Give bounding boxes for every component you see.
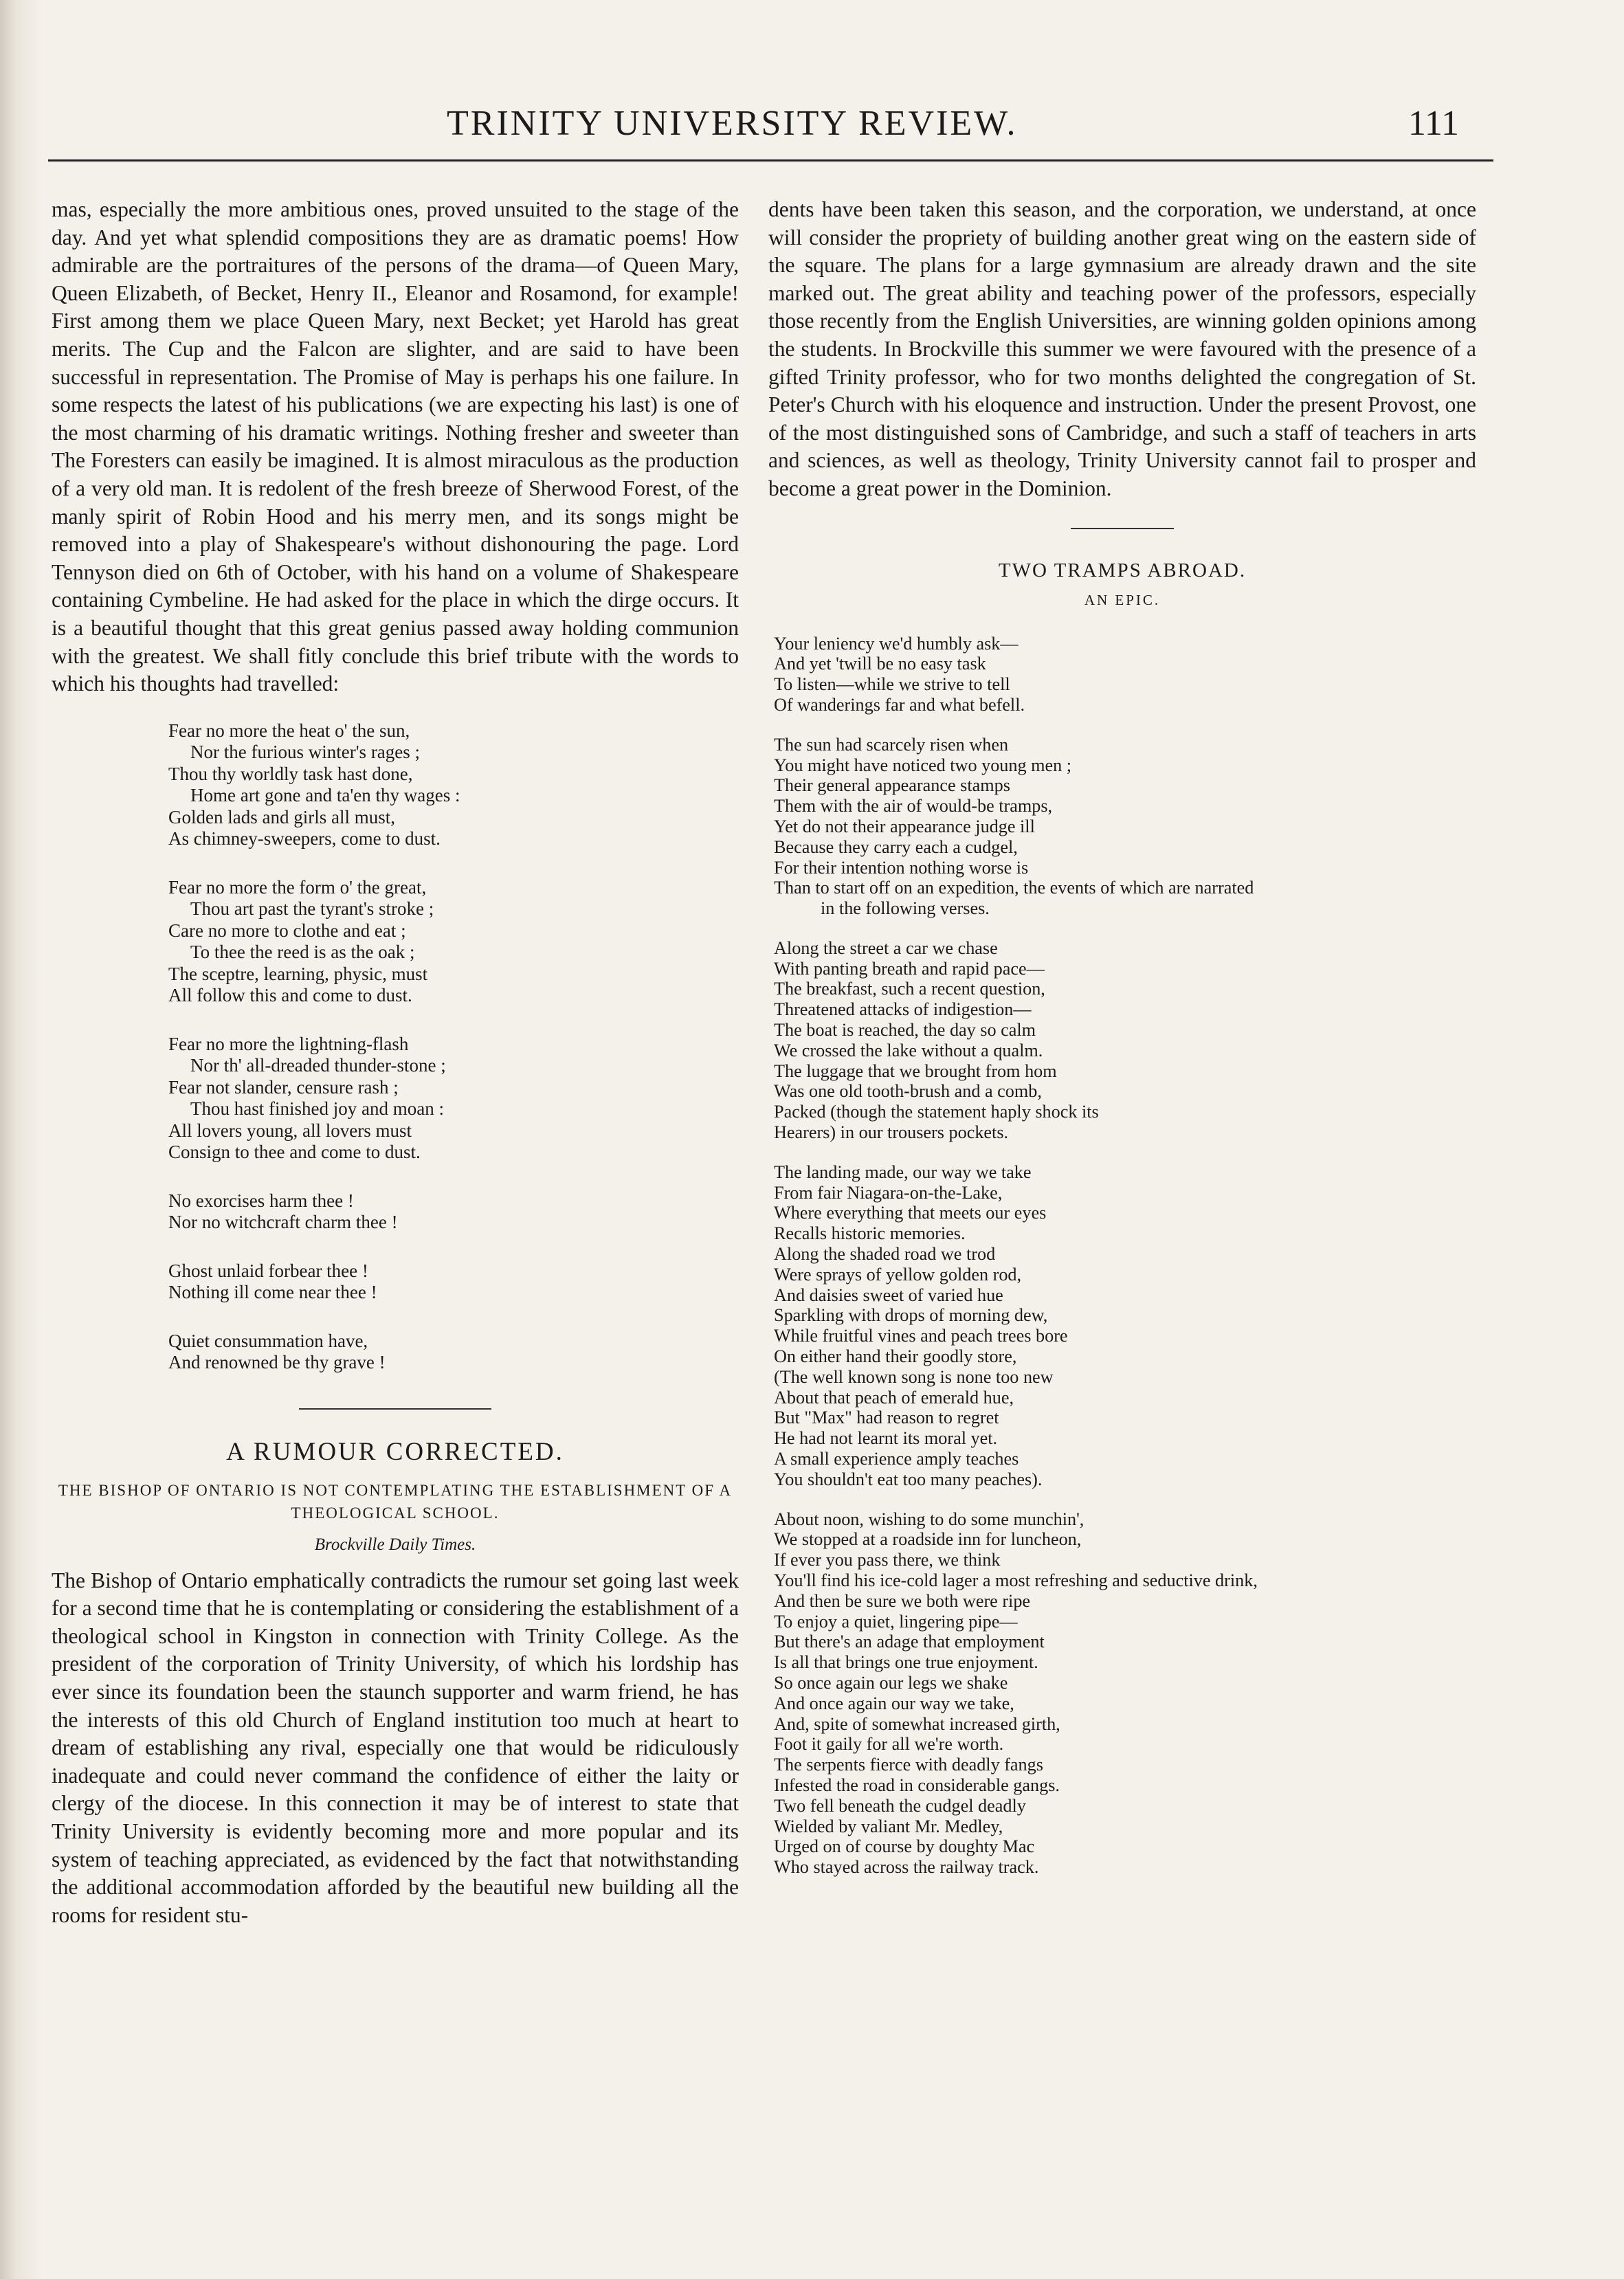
page-header bbox=[124, 103, 1487, 151]
poem-line: Threatened attacks of indigestion— bbox=[774, 999, 1032, 1020]
poem-line: Was one old tooth-brush and a comb, bbox=[774, 1081, 1042, 1102]
poem-line: Recalls historic memories. bbox=[774, 1223, 966, 1244]
poem-line: You'll find his ice-cold lager a most refreshing and seductive drink, bbox=[774, 1570, 1258, 1590]
epic-title: TWO TRAMPS ABROAD. bbox=[998, 559, 1247, 581]
poem-line: The landing made, our way we take bbox=[774, 1161, 1032, 1182]
dirge-stanza bbox=[168, 877, 739, 1007]
dirge-stanza bbox=[168, 1260, 739, 1304]
poem-line: Sparkling with drops of morning dew, bbox=[774, 1305, 1048, 1326]
cymbeline-dirge bbox=[168, 720, 739, 1374]
poem-line: Quiet consummation have, bbox=[168, 1330, 368, 1351]
poem-line: Where everything that meets our eyes bbox=[774, 1203, 1047, 1223]
poem-line: For their intention nothing worse is bbox=[774, 857, 1029, 878]
poem-line: And renowned be thy grave ! bbox=[168, 1352, 386, 1373]
poem-line: Care no more to clothe and eat ; bbox=[168, 920, 406, 941]
running-title: TRINITY UNIVERSITY REVIEW. bbox=[447, 104, 1018, 143]
poem-line: Consign to thee and come to dust. bbox=[168, 1142, 421, 1163]
poem-line: And yet 'twill be no easy task bbox=[774, 654, 986, 674]
poem-line: We crossed the lake without a qualm. bbox=[774, 1040, 1043, 1060]
right-column bbox=[768, 196, 1476, 1897]
poem-line: And then be sure we both were ripe bbox=[774, 1590, 1031, 1611]
poem-line: The luggage that we brought from hom bbox=[774, 1060, 1057, 1081]
poem-line: All follow this and come to dust. bbox=[168, 985, 412, 1006]
poem-line: To listen—while we strive to tell bbox=[774, 674, 1010, 695]
poem-line: in the following verses. bbox=[821, 898, 990, 919]
epic-stanza bbox=[774, 735, 1476, 919]
header-rule bbox=[48, 159, 1493, 162]
dirge-stanza bbox=[168, 1190, 739, 1234]
poem-line: Because they carry each a cudgel, bbox=[774, 836, 1018, 857]
poem-line: Fear no more the lightning-flash bbox=[168, 1033, 409, 1054]
left-column bbox=[52, 196, 739, 1929]
section-divider bbox=[1071, 528, 1174, 529]
rumour-article-text: The Bishop of Ontario emphatically contradicts the rumour set going last week for a second time that he is contemplating or considering the establishment of a theological school in Kingston in connection with Trinity College. As the president of the corporation of Trinity University, of which his lordship has ever since its foundation been the staunch supporter and warm friend, he has the interests of this old Church of England institution too much at heart to dream of establishing any rival, especially one that would be ridiculously inadequate and could never command the confidence of either the laity or clergy of the diocese. In this connection it may be of interest to state that Trinity University is evidently becoming more and more popular and its system of teaching appreciated, as evidenced by the fact that notwithstanding the additional accommodation afforded by the beautiful new building all the rooms for resident stu- bbox=[52, 1568, 739, 1927]
poem-line: But there's an adage that employment bbox=[774, 1632, 1045, 1652]
epic-stanza bbox=[774, 634, 1476, 715]
poem-line: Their general appearance stamps bbox=[774, 775, 1010, 796]
poem-line: Yet do not their appearance judge ill bbox=[774, 816, 1035, 836]
poem-line: While fruitful vines and peach trees bore bbox=[774, 1326, 1068, 1346]
poem-line: All lovers young, all lovers must bbox=[168, 1120, 412, 1141]
page-number: 111 bbox=[1408, 104, 1459, 143]
poem-line: As chimney-sweepers, come to dust. bbox=[168, 828, 441, 849]
rumour-article-continued: dents have been taken this season, and the corporation, we understand, at once will consider the propriety of building another great wing on the eastern side of the square. The plans for a large gymnasium are already drawn and the site marked out. The great ability and teaching power of the professors, especially those recently from the English Universities, are winning golden opinions among the students. In Brockville this summer we were favoured with the presence of a gifted Trinity professor, who for two months delighted the congregation of St. Peter's Church with his eloquence and instruction. Under the present Provost, one of the most distinguished sons of Cambridge, and such a staff of teachers in arts and sciences, as well as theology, Trinity University cannot fail to prosper and become a great power in the Dominion. bbox=[768, 197, 1476, 500]
poem-line: Hearers) in our trousers pockets. bbox=[774, 1122, 1009, 1143]
poem-line: Thou art past the tyrant's stroke ; bbox=[190, 898, 434, 920]
poem-line: Nor no witchcraft charm thee ! bbox=[168, 1212, 398, 1233]
poem-line: Nor the furious winter's rages ; bbox=[190, 742, 421, 763]
epic-stanza bbox=[774, 1162, 1476, 1490]
poem-line: Along the street a car we chase bbox=[774, 937, 998, 958]
poem-line: We stopped at a roadside inn for luncheon, bbox=[774, 1529, 1082, 1550]
poem-line: Fear no more the heat o' the sun, bbox=[168, 720, 410, 741]
poem-line: (The well known song is none too new bbox=[774, 1366, 1054, 1387]
poem-line: Them with the air of would-be tramps, bbox=[774, 796, 1053, 816]
poem-line: From fair Niagara-on-the-Lake, bbox=[774, 1182, 1003, 1203]
poem-line: Urged on of course by doughty Mac bbox=[774, 1836, 1035, 1857]
poem-line: He had not learnt its moral yet. bbox=[774, 1428, 998, 1449]
rumour-subheading: THE BISHOP OF ONTARIO IS NOT CONTEMPLATING THE ESTABLISHMENT OF A THEOLOGICAL SCHOOL. bbox=[58, 1481, 733, 1522]
poem-line: Along the shaded road we trod bbox=[774, 1244, 996, 1265]
poem-line: Home art gone and ta'en thy wages : bbox=[190, 785, 460, 806]
poem-line: And once again our way we take, bbox=[774, 1693, 1014, 1713]
poem-line: Packed (though the statement haply shock its bbox=[774, 1102, 1099, 1122]
poem-line: Thou hast finished joy and moan : bbox=[190, 1098, 444, 1120]
poem-line: If ever you pass there, we think bbox=[774, 1550, 1001, 1570]
epic-subtitle: AN EPIC. bbox=[1084, 591, 1161, 608]
poem-line: Wielded by valiant Mr. Medley, bbox=[774, 1816, 1003, 1836]
poem-line: And daisies sweet of varied hue bbox=[774, 1285, 1003, 1305]
two-tramps-poem bbox=[774, 634, 1476, 1878]
page-left-edge bbox=[0, 0, 41, 2279]
poem-line: A small experience amply teaches bbox=[774, 1449, 1019, 1469]
poem-line: But "Max" had reason to regret bbox=[774, 1408, 999, 1428]
poem-line: You shouldn't eat too many peaches). bbox=[774, 1469, 1043, 1489]
rumour-heading: A RUMOUR CORRECTED. bbox=[226, 1437, 564, 1466]
epic-stanza bbox=[774, 938, 1476, 1143]
poem-line: Nothing ill come near thee ! bbox=[168, 1282, 377, 1303]
poem-line: No exorcises harm thee ! bbox=[168, 1190, 354, 1211]
tennyson-article-text: mas, especially the more ambitious ones, proved unsuited to the stage of the day. And yet what splendid compositions they are as dramatic poems! How admirable are the portraitures of the persons of the drama—of Queen Mary, Queen Elizabeth, of Becket, Henry II., Eleanor and Rosamond, for example! First among them we place Queen Mary, next Becket; yet Harold has great merits. The Cup and the Falcon are slighter, and are said to have been successful in representation. The Promise of May is perhaps his one failure. In some respects the latest of his publications (we are expecting his last) is one of the most charming of his dramatic writings. Nothing fresher and sweeter than The Foresters can easily be imagined. It is almost miraculous as the production of a very old man. It is redolent of the fresh breeze of Sherwood Forest, of the manly spirit of Robin Hood and his merry men, and its songs might be removed into a play of Shakespeare's without dishonouring the page. Lord Tennyson died on 6th of October, with his hand on a volume of Shakespeare containing Cymbeline. He had asked for the place in which the dirge occurs. It is a beautiful thought that this great genius passed away holding communion with the greatest. We shall fitly conclude this brief tribute with the words to which his thoughts had travelled: bbox=[52, 197, 739, 696]
poem-line: Golden lads and girls all must, bbox=[168, 806, 395, 827]
poem-line: Your leniency we'd humbly ask— bbox=[774, 633, 1019, 654]
poem-line: Foot it gaily for all we're worth. bbox=[774, 1734, 1004, 1755]
poem-line: The breakfast, such a recent question, bbox=[774, 979, 1045, 999]
poem-line: Two fell beneath the cudgel deadly bbox=[774, 1795, 1026, 1816]
section-divider bbox=[299, 1408, 491, 1410]
poem-line: About that peach of emerald hue, bbox=[774, 1387, 1014, 1408]
poem-line: The boat is reached, the day so calm bbox=[774, 1020, 1036, 1041]
poem-line: Thou thy worldly task hast done, bbox=[168, 763, 413, 784]
dirge-stanza bbox=[168, 1034, 739, 1164]
poem-line: Fear no more the form o' the great, bbox=[168, 876, 427, 898]
poem-line: Is all that brings one true enjoyment. bbox=[774, 1652, 1038, 1673]
poem-line: To enjoy a quiet, lingering pipe— bbox=[774, 1611, 1018, 1632]
poem-line: With panting breath and rapid pace— bbox=[774, 958, 1045, 979]
poem-line: The serpents fierce with deadly fangs bbox=[774, 1755, 1043, 1775]
poem-line: Were sprays of yellow golden rod, bbox=[774, 1264, 1022, 1285]
poem-line: Ghost unlaid forbear thee ! bbox=[168, 1260, 368, 1281]
poem-line: And, spite of somewhat increased girth, bbox=[774, 1713, 1060, 1734]
epic-stanza bbox=[774, 1509, 1476, 1878]
poem-line: You might have noticed two young men ; bbox=[774, 755, 1072, 775]
poem-line: To thee the reed is as the oak ; bbox=[190, 942, 415, 963]
poem-line: Fear not slander, censure rash ; bbox=[168, 1076, 399, 1098]
poem-line: Who stayed across the railway track. bbox=[774, 1857, 1039, 1878]
dirge-stanza bbox=[168, 1331, 739, 1374]
dirge-stanza bbox=[168, 720, 739, 850]
poem-line: The sun had scarcely risen when bbox=[774, 734, 1009, 755]
poem-line: Infested the road in considerable gangs. bbox=[774, 1775, 1060, 1795]
poem-line: Nor th' all-dreaded thunder-stone ; bbox=[190, 1055, 446, 1076]
poem-line: So once again our legs we shake bbox=[774, 1672, 1008, 1693]
poem-line: On either hand their goodly store, bbox=[774, 1346, 1017, 1367]
poem-line: About noon, wishing to do some munchin', bbox=[774, 1509, 1084, 1529]
poem-line: Than to start off on an expedition, the events of which are narrated bbox=[774, 878, 1254, 898]
poem-line: Of wanderings far and what befell. bbox=[774, 694, 1025, 715]
rumour-source: Brockville Daily Times. bbox=[314, 1535, 476, 1554]
poem-line: The sceptre, learning, physic, must bbox=[168, 963, 428, 984]
